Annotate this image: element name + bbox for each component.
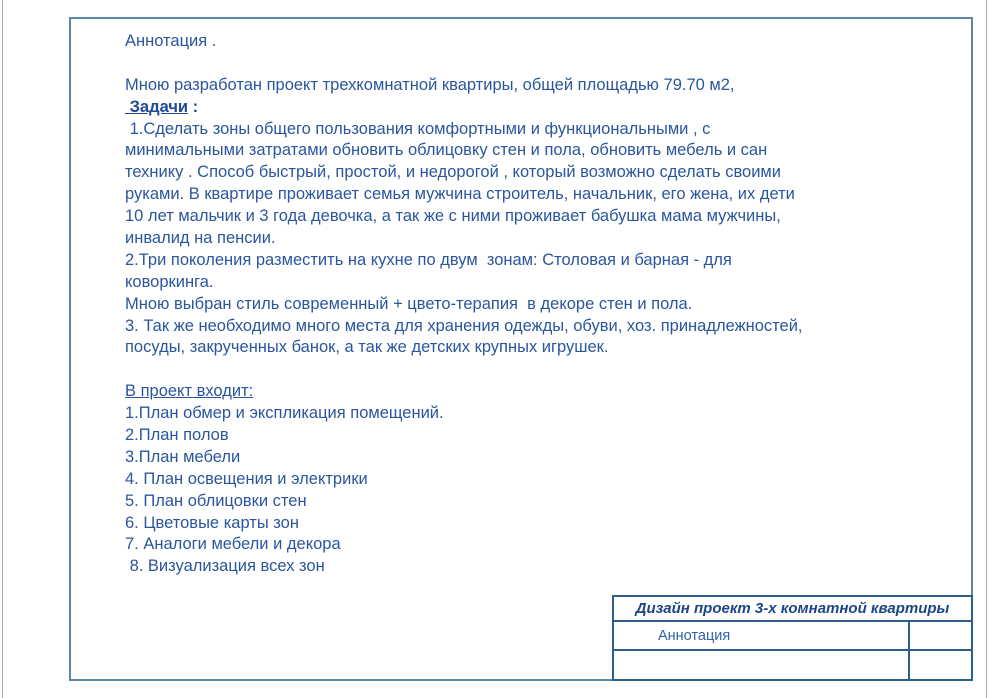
annotation-text-block: [125, 31, 955, 578]
tasks-heading-colon: :: [188, 97, 199, 116]
title-block-bottom-side-cell: [910, 651, 971, 679]
text-line: технику . Способ быстрый, простой, и недорогой , который возможно сделать своими: [125, 163, 781, 182]
text-line: Аннотация .: [125, 32, 217, 50]
text-line: 3. Так же необходимо много места для хранения одежды, обуви, хоз. принадлежностей,: [125, 316, 803, 335]
list-item: 4. План освещения и электрики: [125, 469, 368, 488]
canvas-left-edge: [2, 0, 3, 698]
text-line: минимальными затратами обновить облицовку стен и пола, обновить мебель и сан: [125, 141, 768, 160]
title-block-project-title: Дизайн проект 3-х комнатной квартиры: [614, 597, 971, 622]
project-contents-heading: В проект входит:: [125, 382, 254, 401]
title-block-sheet-row: [614, 622, 971, 651]
text-line: инвалид на пенсии.: [125, 229, 276, 248]
blank-line: [125, 53, 955, 75]
text-line: Мною выбран стиль современный + цвето-терапия в декоре стен и пола.: [125, 294, 693, 313]
canvas-right-edge: [986, 0, 987, 698]
text-line: 1.Сделать зоны общего пользования комфортными и функциональными , с: [125, 119, 711, 138]
list-item: 1.План обмер и экспликация помещений.: [125, 404, 444, 423]
title-block-side-cell: [910, 622, 971, 649]
title-block-bottom-row: [614, 651, 971, 679]
tasks-heading: Задачи: [125, 97, 189, 116]
title-block-sheet-name: Аннотация: [614, 622, 910, 649]
list-item: 7. Аналоги мебели и декора: [125, 535, 341, 554]
blank-line: [125, 359, 955, 381]
list-item: 3.План мебели: [125, 447, 241, 466]
text-line: руками. В квартире проживает семья мужчина строитель, начальник, его жена, их дети: [125, 185, 795, 204]
text-line: 2.Три поколения разместить на кухне по двум зонам: Столовая и барная - для: [125, 250, 732, 269]
title-block: [612, 595, 973, 681]
text-line: посуды, закрученных банок, а так же детских крупных игрушек.: [125, 338, 609, 357]
list-item: 8. Визуализация всех зон: [125, 557, 325, 576]
text-line: Мною разработан проект трехкомнатной квартиры, общей площадью 79.70 м2,: [125, 75, 735, 94]
title-block-bottom-cell: [614, 651, 910, 679]
list-item: 6. Цветовые карты зон: [125, 513, 299, 532]
tasks-heading-line: [125, 97, 955, 119]
text-line: 10 лет мальчик и 3 года девочка, а так же с ними проживает бабушка мама мужчины,: [125, 207, 781, 226]
list-item: 2.План полов: [125, 426, 229, 445]
text-line: коворкинга.: [125, 272, 214, 291]
list-item: 5. План облицовки стен: [125, 491, 307, 510]
